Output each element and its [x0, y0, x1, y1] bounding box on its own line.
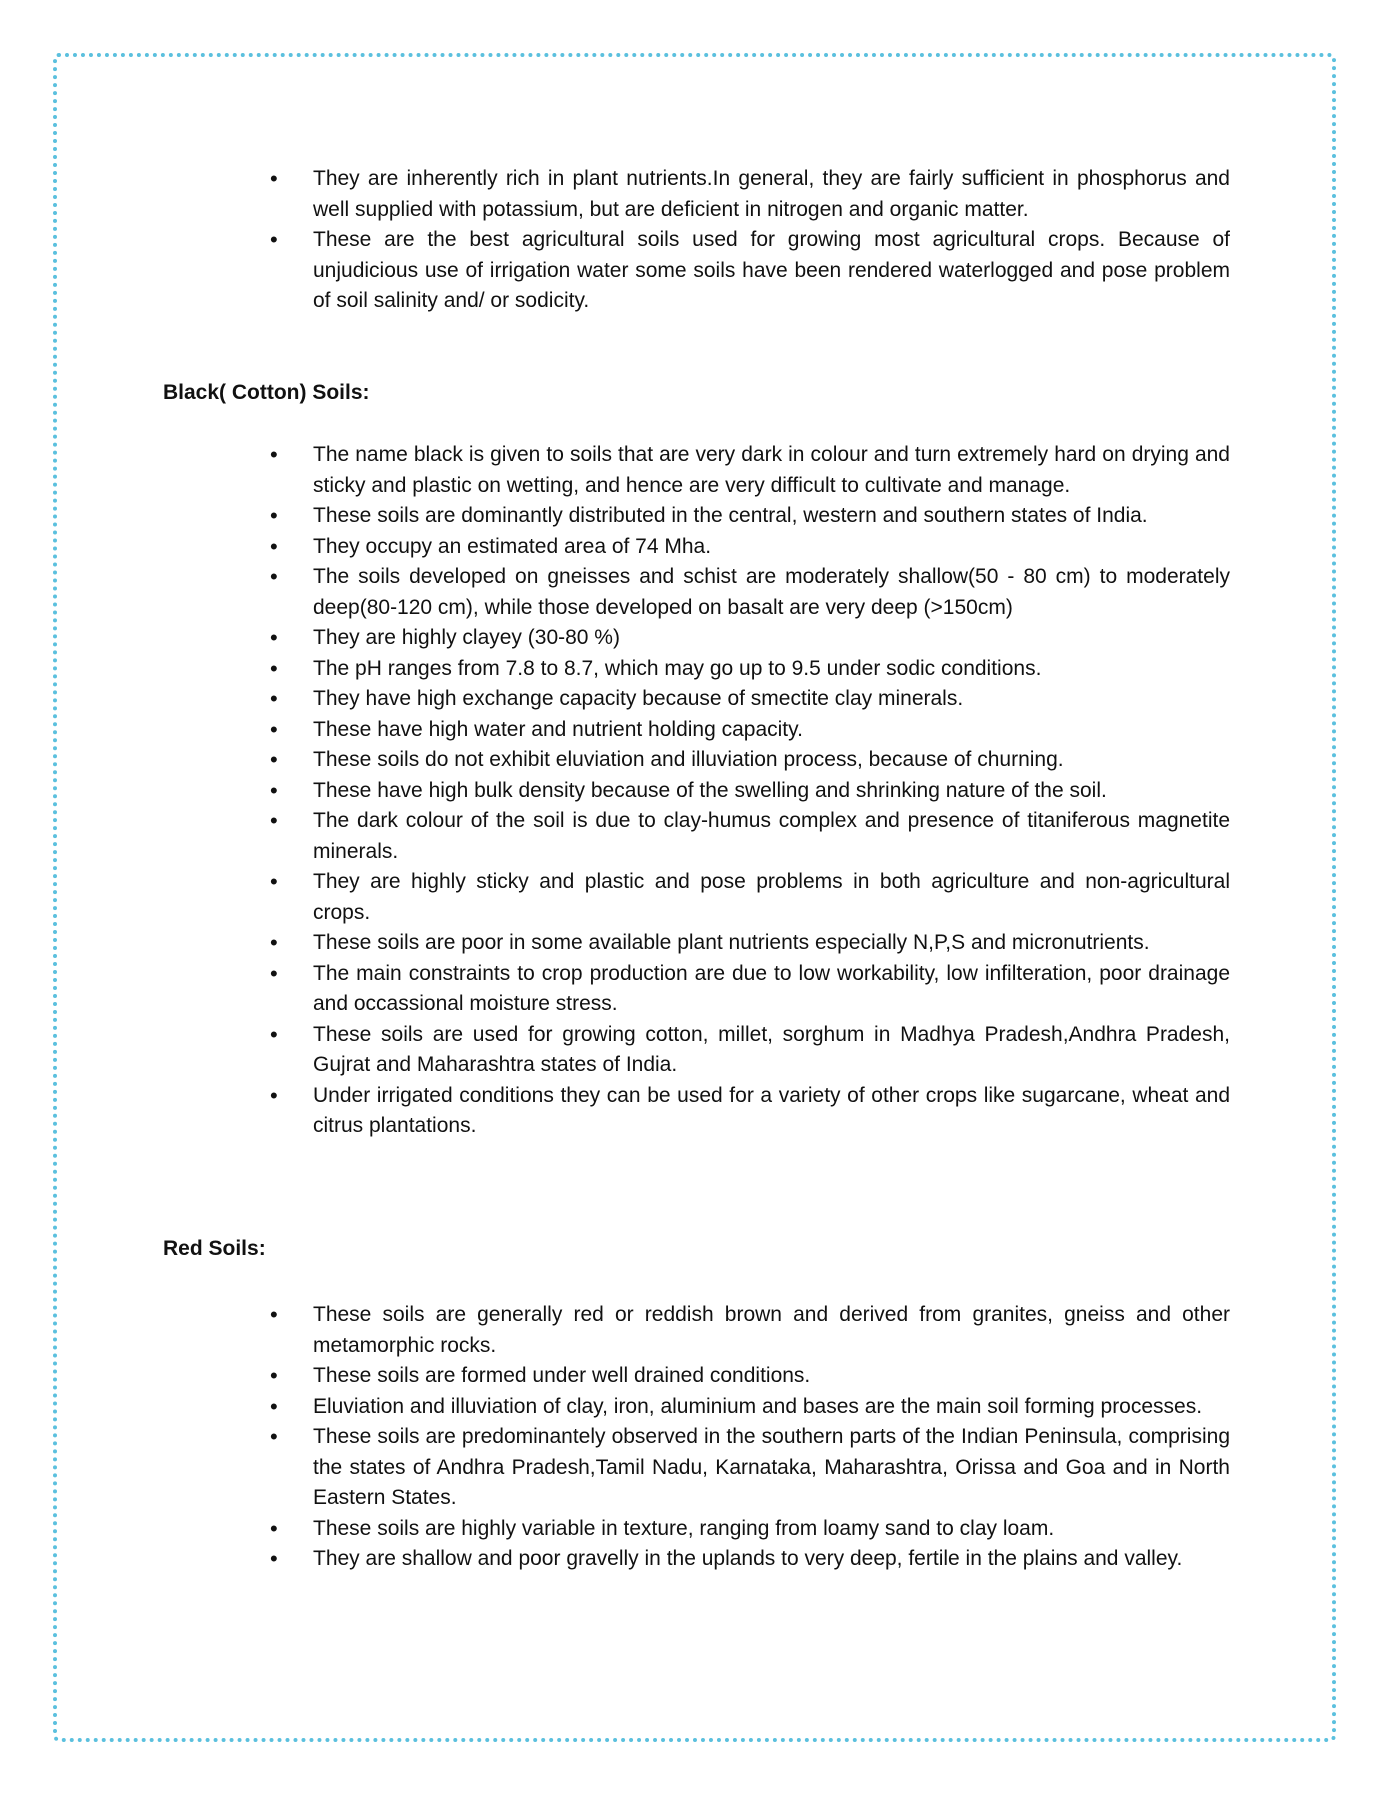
list-item: • They are inherently rich in plant nutrients.In general, they are fairly sufficient in phosphorus and well supplied with potassium, but are deficient in nitrogen and organic matter. — [270, 164, 1230, 225]
red-soils-heading: Red Soils: — [163, 1237, 266, 1260]
list-item: • Under irrigated conditions they can be used for a variety of other crops like sugarcane, wheat and citrus plantations. — [270, 1081, 1230, 1142]
list-item: • These soils are poor in some available plant nutrients especially N,P,S and micronutrients. — [270, 928, 1230, 959]
list-item: • The pH ranges from 7.8 to 8.7, which may go up to 9.5 under sodic conditions. — [270, 654, 1230, 685]
list-item: • The soils developed on gneisses and schist are moderately shallow(50 - 80 cm) to moderately deep(80-120 cm), while those developed on basalt are very deep (>150cm) — [270, 562, 1230, 623]
list-item: • They are highly sticky and plastic and pose problems in both agriculture and non-agricultural crops. — [270, 867, 1230, 928]
list-item: • They are highly clayey (30-80 %) — [270, 623, 1230, 654]
intro-bullet-list — [270, 164, 1230, 317]
black-soils-heading: Black( Cotton) Soils: — [163, 381, 370, 404]
list-item: • These have high bulk density because of the swelling and shrinking nature of the soil. — [270, 776, 1230, 807]
list-item: • These soils are dominantly distributed in the central, western and southern states of India. — [270, 501, 1230, 532]
list-item: • The dark colour of the soil is due to clay-humus complex and presence of titaniferous magnetite minerals. — [270, 806, 1230, 867]
list-item: • These soils are generally red or reddish brown and derived from granites, gneiss and other metamorphic rocks. — [270, 1300, 1230, 1361]
list-item: • These have high water and nutrient holding capacity. — [270, 715, 1230, 746]
red-soils-bullet-list — [270, 1300, 1230, 1575]
list-item: • The main constraints to crop production are due to low workability, low infilteration, poor drainage and occassional moisture stress. — [270, 959, 1230, 1020]
list-item: • They have high exchange capacity because of smectite clay minerals. — [270, 684, 1230, 715]
list-item: • These soils are highly variable in texture, ranging from loamy sand to clay loam. — [270, 1514, 1230, 1545]
list-item: • These are the best agricultural soils used for growing most agricultural crops. Because of unjudicious use of irrigation water some soils have been rendered waterlogged and pose problem of soil salinity and/ or sodicity. — [270, 225, 1230, 317]
list-item: • They are shallow and poor gravelly in the uplands to very deep, fertile in the plains and valley. — [270, 1544, 1230, 1575]
list-item: • These soils do not exhibit eluviation and illuviation process, because of churning. — [270, 745, 1230, 776]
list-item: • These soils are predominantely observed in the southern parts of the Indian Peninsula, comprising the states of Andhra Pradesh,Tamil Nadu, Karnataka, Maharashtra, Orissa and Goa and in North Eastern States. — [270, 1422, 1230, 1514]
list-item: • These soils are formed under well drained conditions. — [270, 1361, 1230, 1392]
list-item: • The name black is given to soils that are very dark in colour and turn extremely hard on drying and sticky and plastic on wetting, and hence are very difficult to cultivate and manage. — [270, 440, 1230, 501]
list-item: • Eluviation and illuviation of clay, iron, aluminium and bases are the main soil forming processes. — [270, 1392, 1230, 1423]
list-item: • They occupy an estimated area of 74 Mha. — [270, 532, 1230, 563]
black-soils-bullet-list — [270, 440, 1230, 1142]
list-item: • These soils are used for growing cotton, millet, sorghum in Madhya Pradesh,Andhra Pradesh, Gujrat and Maharashtra states of India. — [270, 1020, 1230, 1081]
